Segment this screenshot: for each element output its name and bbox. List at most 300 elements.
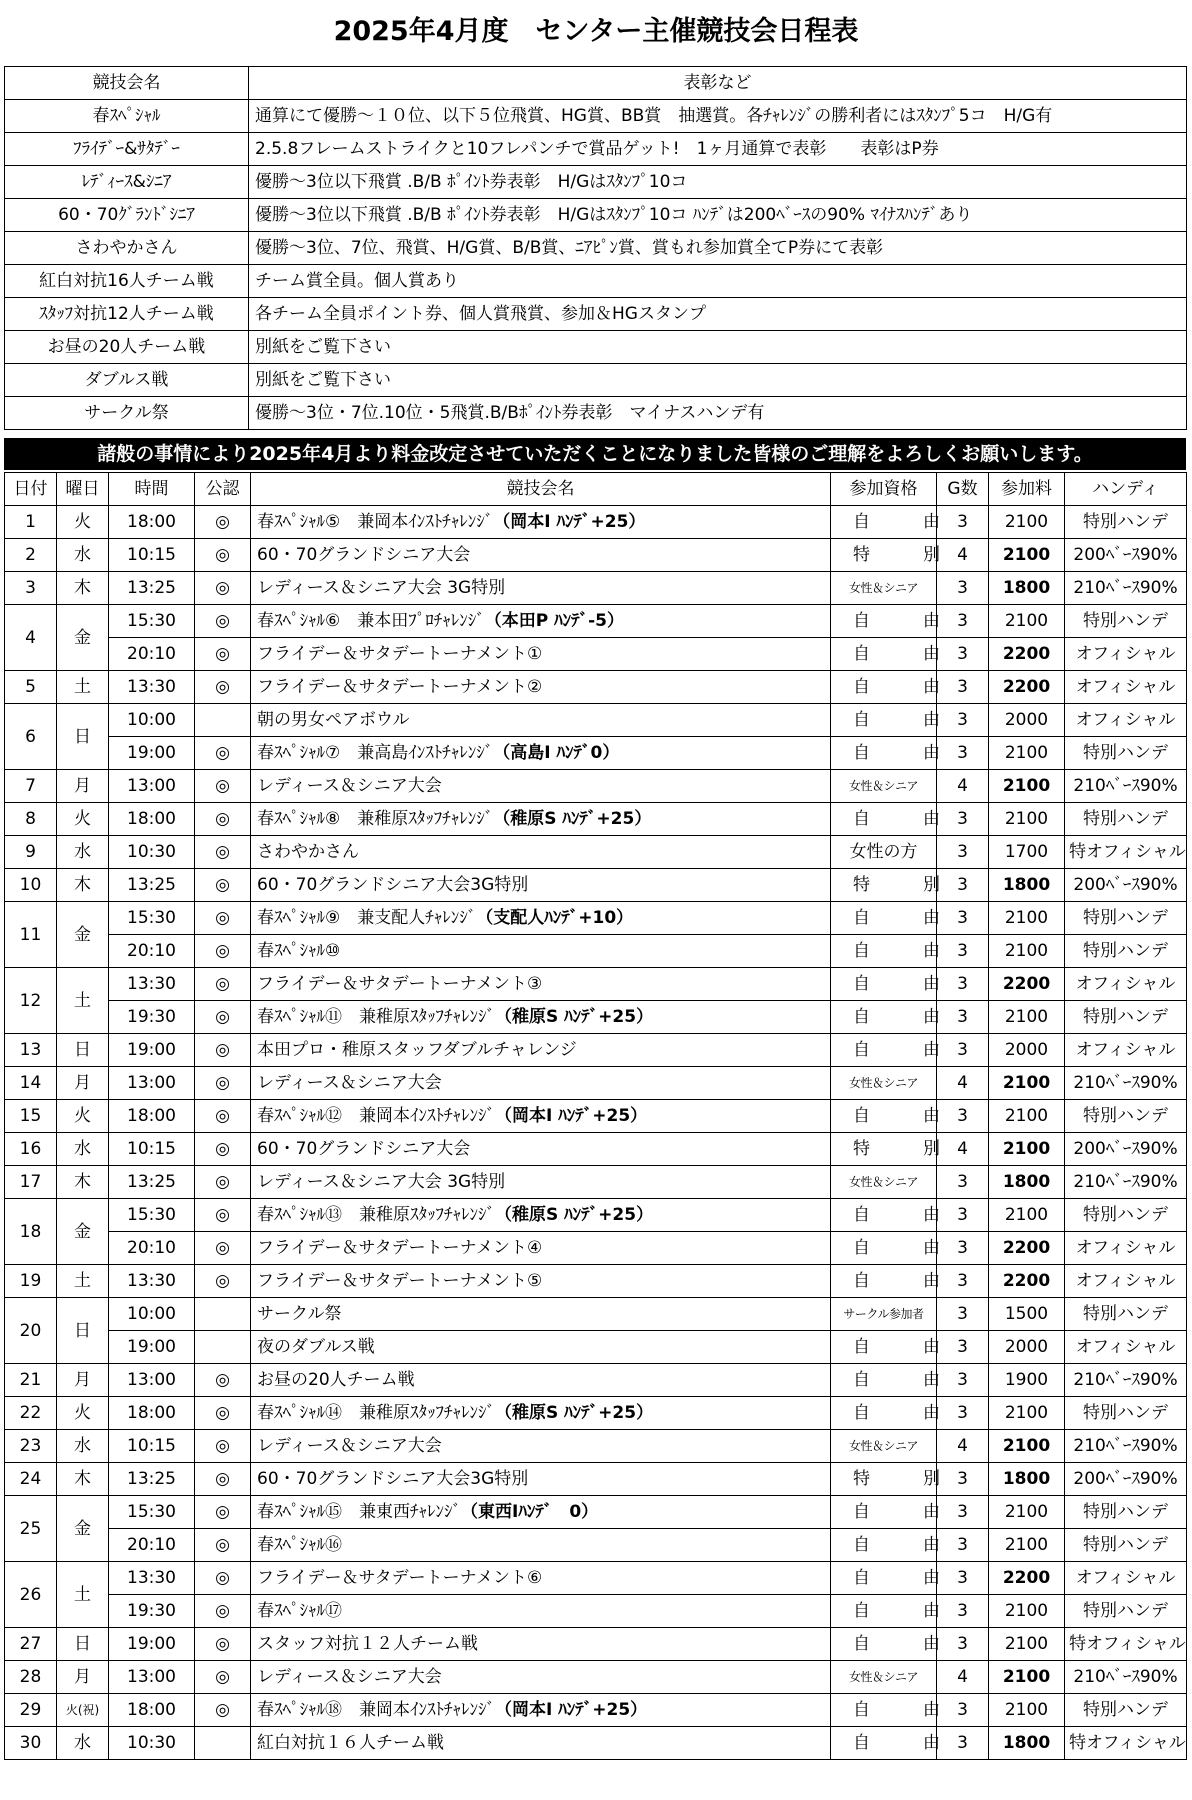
official-mark: ◎	[195, 1694, 251, 1727]
time-cell: 19:30	[109, 1001, 195, 1034]
event-name-cell	[251, 836, 831, 869]
event-name: 春ｽﾍﾟｼｬﾙ⑭ 兼稚原ｽﾀｯﾌﾁｬﾚﾝｼﾞ	[257, 1403, 495, 1423]
time-cell: 18:00	[109, 1100, 195, 1133]
event-name: フライデー＆サタデートーナメント⑥	[257, 1568, 543, 1588]
challenge-handicap: （稚原S ﾊﾝﾃﾞ+25）	[495, 1205, 654, 1225]
date-cell: 8	[5, 803, 57, 836]
official-mark: ◎	[195, 836, 251, 869]
qualification-cell: 自 由	[831, 1100, 937, 1133]
event-name: 春ｽﾍﾟｼｬﾙ⑨ 兼支配人ﾁｬﾚﾝｼﾞ	[257, 908, 477, 928]
date-cell: 26	[5, 1562, 57, 1628]
time-cell: 13:00	[109, 1067, 195, 1100]
event-name-cell	[251, 737, 831, 770]
handicap-cell: 特別ハンデ	[1065, 1529, 1187, 1562]
games-cell: 3	[937, 968, 989, 1001]
official-mark	[195, 704, 251, 737]
handicap-cell: 特別ハンデ	[1065, 1595, 1187, 1628]
handicap-cell: 特別ハンデ	[1065, 1199, 1187, 1232]
date-cell: 23	[5, 1430, 57, 1463]
qualification-cell: 自 由	[831, 1331, 937, 1364]
games-cell: 3	[937, 1232, 989, 1265]
date-cell: 24	[5, 1463, 57, 1496]
weekday-cell: 月	[57, 770, 109, 803]
date-cell: 5	[5, 671, 57, 704]
date-cell: 1	[5, 506, 57, 539]
time-cell: 18:00	[109, 506, 195, 539]
schedule-row	[5, 836, 1187, 869]
event-name: レディース＆シニア大会	[257, 776, 442, 796]
qualification-cell: 自 由	[831, 1034, 937, 1067]
weekday-cell: 土	[57, 968, 109, 1034]
event-name: フライデー＆サタデートーナメント⑤	[257, 1271, 543, 1291]
schedule-row	[5, 1661, 1187, 1694]
official-mark: ◎	[195, 902, 251, 935]
games-cell: 4	[937, 1430, 989, 1463]
awards-header-row	[5, 67, 1187, 100]
handicap-cell: 特別ハンデ	[1065, 605, 1187, 638]
official-mark: ◎	[195, 1034, 251, 1067]
official-mark: ◎	[195, 737, 251, 770]
handicap-cell: 210ﾍﾞｰｽ90%	[1065, 1430, 1187, 1463]
weekday-cell: 月	[57, 1661, 109, 1694]
games-cell: 3	[937, 671, 989, 704]
official-mark: ◎	[195, 539, 251, 572]
event-name: スタッフ対抗１２人チーム戦	[257, 1634, 478, 1654]
date-cell: 11	[5, 902, 57, 968]
weekday-cell: 火(祝)	[57, 1694, 109, 1727]
competition-name: 春ｽﾍﾟｼｬﾙ	[5, 100, 249, 133]
official-mark: ◎	[195, 1232, 251, 1265]
event-name-cell	[251, 1364, 831, 1397]
awards-row	[5, 100, 1187, 133]
games-cell: 3	[937, 1100, 989, 1133]
official-mark: ◎	[195, 572, 251, 605]
event-name: 朝の男女ペアボウル	[257, 710, 410, 730]
competition-name: お昼の20人チーム戦	[5, 331, 249, 364]
handicap-cell: 特別ハンデ	[1065, 1001, 1187, 1034]
time-cell: 13:30	[109, 671, 195, 704]
event-name: レディース＆シニア大会	[257, 1667, 442, 1687]
date-cell: 27	[5, 1628, 57, 1661]
schedule-row	[5, 1727, 1187, 1760]
awards-row	[5, 364, 1187, 397]
award-details: 優勝～3位以下飛賞 .B/B ﾎﾟｲﾝﾄ券表彰 H/Gはｽﾀﾝﾌﾟ10コ	[249, 166, 1187, 199]
time-cell: 19:30	[109, 1595, 195, 1628]
games-cell: 3	[937, 836, 989, 869]
games-cell: 3	[937, 902, 989, 935]
fee-cell: 1700	[989, 836, 1065, 869]
weekday-cell: 土	[57, 1265, 109, 1298]
handicap-cell: 特別ハンデ	[1065, 935, 1187, 968]
games-cell: 3	[937, 803, 989, 836]
event-name-cell	[251, 935, 831, 968]
event-name: 夜のダブルス戦	[257, 1337, 375, 1357]
fee-cell: 2100	[989, 1067, 1065, 1100]
event-name-cell	[251, 1529, 831, 1562]
games-cell: 3	[937, 1331, 989, 1364]
fee-cell: 2100	[989, 1529, 1065, 1562]
schedule-row	[5, 704, 1187, 737]
fee-cell: 1800	[989, 1166, 1065, 1199]
official-mark: ◎	[195, 506, 251, 539]
time-cell: 13:25	[109, 1166, 195, 1199]
time-cell: 10:30	[109, 836, 195, 869]
qualification-cell: サークル参加者	[831, 1298, 937, 1331]
schedule-row	[5, 1529, 1187, 1562]
event-name: 本田プロ・稚原スタッフダブルチャレンジ	[257, 1040, 577, 1060]
event-name-cell	[251, 1463, 831, 1496]
header-time: 時間	[109, 473, 195, 506]
official-mark: ◎	[195, 935, 251, 968]
header-fee: 参加料	[989, 473, 1065, 506]
weekday-cell: 木	[57, 869, 109, 902]
fee-cell: 2100	[989, 1133, 1065, 1166]
date-cell: 29	[5, 1694, 57, 1727]
time-cell: 19:00	[109, 1034, 195, 1067]
schedule-header-row	[5, 473, 1187, 506]
games-cell: 3	[937, 1562, 989, 1595]
notice-banner: 諸般の事情により2025年4月より料金改定させていただくことになりました皆様のご理解をよろしくお願いします。	[4, 438, 1186, 470]
games-cell: 3	[937, 506, 989, 539]
event-name: レディース＆シニア大会	[257, 1073, 442, 1093]
event-name: 60・70グランドシニア大会3G特別	[257, 1469, 529, 1489]
weekday-cell: 日	[57, 1034, 109, 1067]
challenge-handicap: （稚原S ﾊﾝﾃﾞ+25）	[493, 809, 652, 829]
schedule-row	[5, 1199, 1187, 1232]
time-cell: 15:30	[109, 1199, 195, 1232]
time-cell: 19:00	[109, 737, 195, 770]
weekday-cell: 日	[57, 1628, 109, 1661]
qualification-cell: 特 別	[831, 1133, 937, 1166]
event-name: レディース＆シニア大会	[257, 1436, 442, 1456]
handicap-cell: 特別ハンデ	[1065, 506, 1187, 539]
official-mark: ◎	[195, 1199, 251, 1232]
official-mark: ◎	[195, 1430, 251, 1463]
event-name-cell	[251, 869, 831, 902]
competition-name: ダブルス戦	[5, 364, 249, 397]
date-cell: 6	[5, 704, 57, 770]
official-mark: ◎	[195, 1166, 251, 1199]
schedule-row	[5, 1562, 1187, 1595]
handicap-cell: オフィシャル	[1065, 704, 1187, 737]
event-name: 春ｽﾍﾟｼｬﾙ⑥ 兼本田ﾌﾟﾛﾁｬﾚﾝｼﾞ	[257, 611, 485, 631]
award-details: 別紙をご覧下さい	[249, 331, 1187, 364]
date-cell: 10	[5, 869, 57, 902]
time-cell: 13:30	[109, 1562, 195, 1595]
schedule-row	[5, 638, 1187, 671]
handicap-cell: 200ﾍﾞｰｽ90%	[1065, 869, 1187, 902]
awards-row	[5, 199, 1187, 232]
handicap-cell: 210ﾍﾞｰｽ90%	[1065, 1067, 1187, 1100]
event-name-cell	[251, 1265, 831, 1298]
official-mark: ◎	[195, 1397, 251, 1430]
event-name-cell	[251, 605, 831, 638]
fee-cell: 1500	[989, 1298, 1065, 1331]
schedule-row	[5, 1298, 1187, 1331]
official-mark: ◎	[195, 605, 251, 638]
time-cell: 10:15	[109, 1133, 195, 1166]
official-mark: ◎	[195, 1265, 251, 1298]
schedule-row	[5, 1067, 1187, 1100]
fee-cell: 2100	[989, 605, 1065, 638]
games-cell: 3	[937, 1364, 989, 1397]
official-mark: ◎	[195, 1595, 251, 1628]
event-name-cell	[251, 539, 831, 572]
games-cell: 3	[937, 1397, 989, 1430]
event-name-cell	[251, 1034, 831, 1067]
competition-name: 60・70ｸﾞﾗﾝﾄﾞｼﾆｱ	[5, 199, 249, 232]
weekday-cell: 月	[57, 1067, 109, 1100]
handicap-cell: オフィシャル	[1065, 1265, 1187, 1298]
event-name: 春ｽﾍﾟｼｬﾙ⑤ 兼岡本ｲﾝｽﾄﾁｬﾚﾝｼﾞ	[257, 512, 494, 532]
handicap-cell: 200ﾍﾞｰｽ90%	[1065, 1133, 1187, 1166]
qualification-cell: 自 由	[831, 1001, 937, 1034]
fee-cell: 2200	[989, 638, 1065, 671]
official-mark	[195, 1727, 251, 1760]
event-name-cell	[251, 1628, 831, 1661]
qualification-cell: 自 由	[831, 1232, 937, 1265]
event-name: さわやかさん	[257, 842, 359, 862]
official-mark: ◎	[195, 638, 251, 671]
games-cell: 3	[937, 1496, 989, 1529]
time-cell: 20:10	[109, 638, 195, 671]
time-cell: 15:30	[109, 902, 195, 935]
schedule-row	[5, 1133, 1187, 1166]
time-cell: 15:30	[109, 605, 195, 638]
event-name: 春ｽﾍﾟｼｬﾙ⑯	[257, 1535, 342, 1555]
weekday-cell: 日	[57, 704, 109, 770]
time-cell: 13:30	[109, 968, 195, 1001]
fee-cell: 2000	[989, 704, 1065, 737]
handicap-cell: 特オフィシャル	[1065, 1727, 1187, 1760]
event-name-cell	[251, 803, 831, 836]
fee-cell: 1800	[989, 572, 1065, 605]
time-cell: 13:25	[109, 1463, 195, 1496]
challenge-handicap: （支配人ﾊﾝﾃﾞ+10）	[476, 908, 634, 928]
date-cell: 20	[5, 1298, 57, 1364]
event-name-cell	[251, 1430, 831, 1463]
date-cell: 13	[5, 1034, 57, 1067]
handicap-cell: 特別ハンデ	[1065, 1298, 1187, 1331]
date-cell: 25	[5, 1496, 57, 1562]
handicap-cell: 210ﾍﾞｰｽ90%	[1065, 572, 1187, 605]
awards-table	[4, 66, 1187, 430]
games-cell: 3	[937, 1529, 989, 1562]
official-mark: ◎	[195, 1463, 251, 1496]
fee-cell: 2100	[989, 1595, 1065, 1628]
event-name: 春ｽﾍﾟｼｬﾙ⑦ 兼高島ｲﾝｽﾄﾁｬﾚﾝｼﾞ	[257, 743, 494, 763]
qualification-cell: 自 由	[831, 1694, 937, 1727]
weekday-cell: 金	[57, 1199, 109, 1265]
official-mark: ◎	[195, 803, 251, 836]
schedule-row	[5, 1628, 1187, 1661]
date-cell: 21	[5, 1364, 57, 1397]
event-name-cell	[251, 1199, 831, 1232]
weekday-cell: 水	[57, 1133, 109, 1166]
time-cell: 10:00	[109, 704, 195, 737]
event-name-cell	[251, 1232, 831, 1265]
schedule-row	[5, 1265, 1187, 1298]
header-official: 公認	[195, 473, 251, 506]
games-cell: 3	[937, 1595, 989, 1628]
header-handicap: ハンディ	[1065, 473, 1187, 506]
event-name-cell	[251, 1100, 831, 1133]
fee-cell: 2100	[989, 506, 1065, 539]
schedule-row	[5, 1166, 1187, 1199]
competition-name: 紅白対抗16人チーム戦	[5, 265, 249, 298]
time-cell: 10:30	[109, 1727, 195, 1760]
event-name-cell	[251, 1298, 831, 1331]
schedule-row	[5, 1100, 1187, 1133]
fee-cell: 2100	[989, 1661, 1065, 1694]
time-cell: 13:00	[109, 770, 195, 803]
fee-cell: 2100	[989, 1496, 1065, 1529]
schedule-row	[5, 506, 1187, 539]
schedule-row	[5, 968, 1187, 1001]
event-name-cell	[251, 1166, 831, 1199]
award-details: 別紙をご覧下さい	[249, 364, 1187, 397]
official-mark: ◎	[195, 1133, 251, 1166]
fee-cell: 2100	[989, 1430, 1065, 1463]
event-name: フライデー＆サタデートーナメント④	[257, 1238, 543, 1258]
time-cell: 19:00	[109, 1628, 195, 1661]
fee-cell: 2100	[989, 1100, 1065, 1133]
awards-row	[5, 331, 1187, 364]
handicap-cell: オフィシャル	[1065, 671, 1187, 704]
fee-cell: 2200	[989, 968, 1065, 1001]
handicap-cell: オフィシャル	[1065, 1232, 1187, 1265]
awards-header-name: 競技会名	[5, 67, 249, 100]
time-cell: 13:00	[109, 1661, 195, 1694]
games-cell: 3	[937, 1727, 989, 1760]
fee-cell: 2100	[989, 803, 1065, 836]
qualification-cell: 自 由	[831, 1265, 937, 1298]
weekday-cell: 土	[57, 1562, 109, 1628]
games-cell: 3	[937, 737, 989, 770]
awards-row	[5, 397, 1187, 430]
time-cell: 20:10	[109, 1529, 195, 1562]
date-cell: 14	[5, 1067, 57, 1100]
event-name-cell	[251, 1496, 831, 1529]
qualification-cell: 女性＆シニア	[831, 1430, 937, 1463]
handicap-cell: 特オフィシャル	[1065, 836, 1187, 869]
qualification-cell: 女性＆シニア	[831, 770, 937, 803]
handicap-cell: オフィシャル	[1065, 638, 1187, 671]
handicap-cell: オフィシャル	[1065, 968, 1187, 1001]
schedule-row	[5, 1694, 1187, 1727]
handicap-cell: オフィシャル	[1065, 1562, 1187, 1595]
handicap-cell: 210ﾍﾞｰｽ90%	[1065, 1661, 1187, 1694]
handicap-cell: 特オフィシャル	[1065, 1628, 1187, 1661]
date-cell: 28	[5, 1661, 57, 1694]
event-name: 春ｽﾍﾟｼｬﾙ⑩	[257, 941, 341, 961]
event-name: 60・70グランドシニア大会	[257, 545, 471, 565]
time-cell: 13:25	[109, 572, 195, 605]
games-cell: 3	[937, 1265, 989, 1298]
time-cell: 18:00	[109, 1397, 195, 1430]
challenge-handicap: （岡本I ﾊﾝﾃﾞ+25）	[493, 512, 646, 532]
weekday-cell: 金	[57, 605, 109, 671]
time-cell: 10:15	[109, 539, 195, 572]
fee-cell: 2100	[989, 1001, 1065, 1034]
qualification-cell: 自 由	[831, 1529, 937, 1562]
official-mark: ◎	[195, 1364, 251, 1397]
competition-name: ﾌﾗｲﾃﾞｰ&ｻﾀﾃﾞｰ	[5, 133, 249, 166]
award-details: 通算にて優勝～１０位、以下５位飛賞、HG賞、BB賞 抽選賞。各ﾁｬﾚﾝｼﾞの勝利者にはｽﾀﾝﾌﾟ5コ H/G有	[249, 100, 1187, 133]
date-cell: 30	[5, 1727, 57, 1760]
weekday-cell: 金	[57, 1496, 109, 1562]
schedule-row	[5, 1595, 1187, 1628]
fee-cell: 2100	[989, 770, 1065, 803]
official-mark: ◎	[195, 1628, 251, 1661]
weekday-cell: 月	[57, 1364, 109, 1397]
schedule-row	[5, 1397, 1187, 1430]
awards-row	[5, 133, 1187, 166]
date-cell: 9	[5, 836, 57, 869]
schedule-row	[5, 1496, 1187, 1529]
qualification-cell: 自 由	[831, 803, 937, 836]
handicap-cell: 特別ハンデ	[1065, 1100, 1187, 1133]
time-cell: 20:10	[109, 935, 195, 968]
fee-cell: 2100	[989, 1397, 1065, 1430]
games-cell: 3	[937, 1166, 989, 1199]
event-name-cell	[251, 1133, 831, 1166]
schedule-row	[5, 770, 1187, 803]
header-event: 競技会名	[251, 473, 831, 506]
games-cell: 3	[937, 869, 989, 902]
event-name-cell	[251, 968, 831, 1001]
date-cell: 19	[5, 1265, 57, 1298]
date-cell: 16	[5, 1133, 57, 1166]
qualification-cell: 女性＆シニア	[831, 1067, 937, 1100]
weekday-cell: 木	[57, 1166, 109, 1199]
weekday-cell: 火	[57, 1100, 109, 1133]
fee-cell: 1900	[989, 1364, 1065, 1397]
awards-row	[5, 265, 1187, 298]
event-name: お昼の20人チーム戦	[257, 1370, 415, 1390]
fee-cell: 1800	[989, 1463, 1065, 1496]
schedule-row	[5, 935, 1187, 968]
awards-table-body	[5, 67, 1187, 430]
official-mark: ◎	[195, 770, 251, 803]
event-name-cell	[251, 1397, 831, 1430]
time-cell: 20:10	[109, 1232, 195, 1265]
handicap-cell: 特別ハンデ	[1065, 1397, 1187, 1430]
games-cell: 3	[937, 1463, 989, 1496]
schedule-row	[5, 1001, 1187, 1034]
page-title: 2025年4月度 センター主催競技会日程表	[333, 16, 859, 47]
schedule-row	[5, 671, 1187, 704]
date-cell: 15	[5, 1100, 57, 1133]
handicap-cell: 特別ハンデ	[1065, 1694, 1187, 1727]
date-cell: 4	[5, 605, 57, 671]
weekday-cell: 木	[57, 1463, 109, 1496]
weekday-cell: 火	[57, 803, 109, 836]
official-mark: ◎	[195, 1001, 251, 1034]
schedule-table	[4, 472, 1187, 1760]
fee-cell: 2000	[989, 1331, 1065, 1364]
qualification-cell: 女性＆シニア	[831, 1661, 937, 1694]
date-cell: 18	[5, 1199, 57, 1265]
challenge-handicap: （岡本I ﾊﾝﾃﾞ+25）	[495, 1106, 648, 1126]
official-mark	[195, 1331, 251, 1364]
award-details: チーム賞全員。個人賞あり	[249, 265, 1187, 298]
fee-cell: 1800	[989, 869, 1065, 902]
date-cell: 7	[5, 770, 57, 803]
fee-cell: 1800	[989, 1727, 1065, 1760]
qualification-cell: 特 別	[831, 539, 937, 572]
schedule-row	[5, 1034, 1187, 1067]
